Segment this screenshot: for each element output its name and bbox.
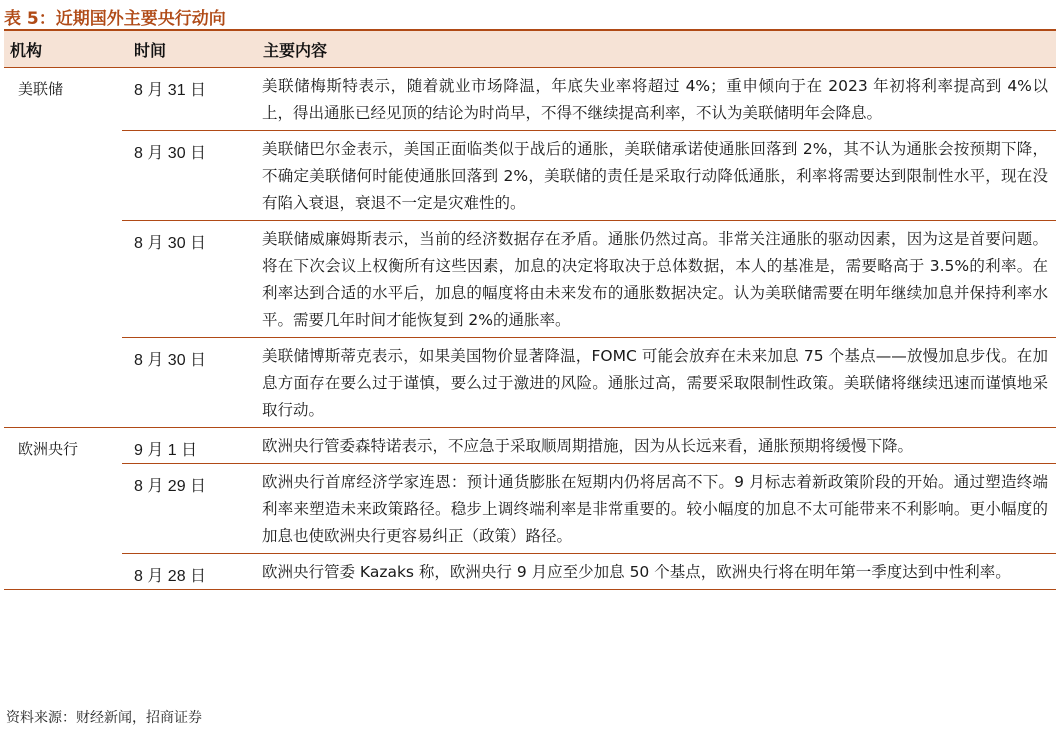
group-fed (4, 68, 1056, 428)
date-cell: 8 月 30 日 (134, 352, 207, 369)
header-time: 时间 (134, 40, 167, 60)
table-title: 表 5：近期国外主要央行动向 (4, 9, 226, 29)
content-cell: 美联储威廉姆斯表示，当前的经济数据存在矛盾。通胀仍然过高。非常关注通胀的驱动因素，因为这是首要问题。将在下次会议上权衡所有这些因素，加息的决定将取决于总体数据，本人的基准是，需要略高于 3.5%的利率。在利率达到合适的水平后，加息的幅度将由未来发布的通胀数据决定。认为美联储需要在明年继续加息并保持利率水平。需要几年时间才能恢复到 2%的通胀率。 (262, 230, 1048, 329)
content-cell: 美联储梅斯特表示，随着就业市场降温，年底失业率将超过 4%；重申倾向于在 2023 年初将利率提高到 4%以上，得出通胀已经见顶的结论为时尚早，不得不继续提高利率，不认为美联储明年会降息。 (262, 77, 1048, 122)
table-row (122, 428, 1056, 463)
header-institution: 机构 (10, 40, 43, 60)
date-cell: 8 月 31 日 (134, 82, 207, 99)
table-row (122, 337, 1056, 427)
group-ecb (4, 428, 1056, 590)
header-content: 主要内容 (263, 40, 328, 60)
central-bank-table (4, 29, 1056, 590)
table-header (4, 29, 1056, 68)
date-cell: 8 月 28 日 (134, 568, 207, 585)
content-cell: 美联储博斯蒂克表示，如果美国物价显著降温，FOMC 可能会放弃在未来加息 75 个基点——放慢加息步伐。在加息方面存在要么过于谨慎，要么过于激进的风险。通胀过高，需要采取限制性政策。美联储将继续迅速而谨慎地采取行动。 (262, 347, 1048, 419)
table-row (122, 130, 1056, 220)
content-cell: 欧洲央行首席经济学家连恩：预计通货膨胀在短期内仍将居高不下。9 月标志着新政策阶段的开始。通过塑造终端利率来塑造未来政策路径。稳步上调终端利率是非常重要的。较小幅度的加息不太可能带来不利影响。更小幅度的加息也使欧洲央行更容易纠正（政策）路径。 (262, 473, 1048, 545)
institution-cell: 欧洲央行 (18, 440, 79, 458)
content-cell: 欧洲央行管委森特诺表示，不应急于采取顺周期措施，因为从长远来看，通胀预期将缓慢下降。 (262, 437, 914, 455)
date-cell: 8 月 29 日 (134, 478, 207, 495)
date-cell: 9 月 1 日 (134, 442, 198, 459)
institution-cell: 美联储 (18, 80, 64, 98)
date-cell: 8 月 30 日 (134, 235, 207, 252)
table-row (122, 68, 1056, 130)
source-note: 资料来源：财经新闻，招商证券 (6, 710, 202, 726)
content-cell: 欧洲央行管委 Kazaks 称，欧洲央行 9 月应至少加息 50 个基点，欧洲央行将在明年第一季度达到中性利率。 (262, 563, 1011, 581)
content-cell: 美联储巴尔金表示，美国正面临类似于战后的通胀，美联储承诺使通胀回落到 2%，其不认为通胀会按预期下降，不确定美联储何时能使通胀回落到 2%，美联储的责任是采取行动降低通胀，利率将需要达到限制性水平，现在没有陷入衰退，衰退不一定是灾难性的。 (262, 140, 1048, 212)
table-row (122, 463, 1056, 553)
table-row (122, 220, 1056, 337)
date-cell: 8 月 30 日 (134, 145, 207, 162)
table-row (122, 553, 1056, 589)
